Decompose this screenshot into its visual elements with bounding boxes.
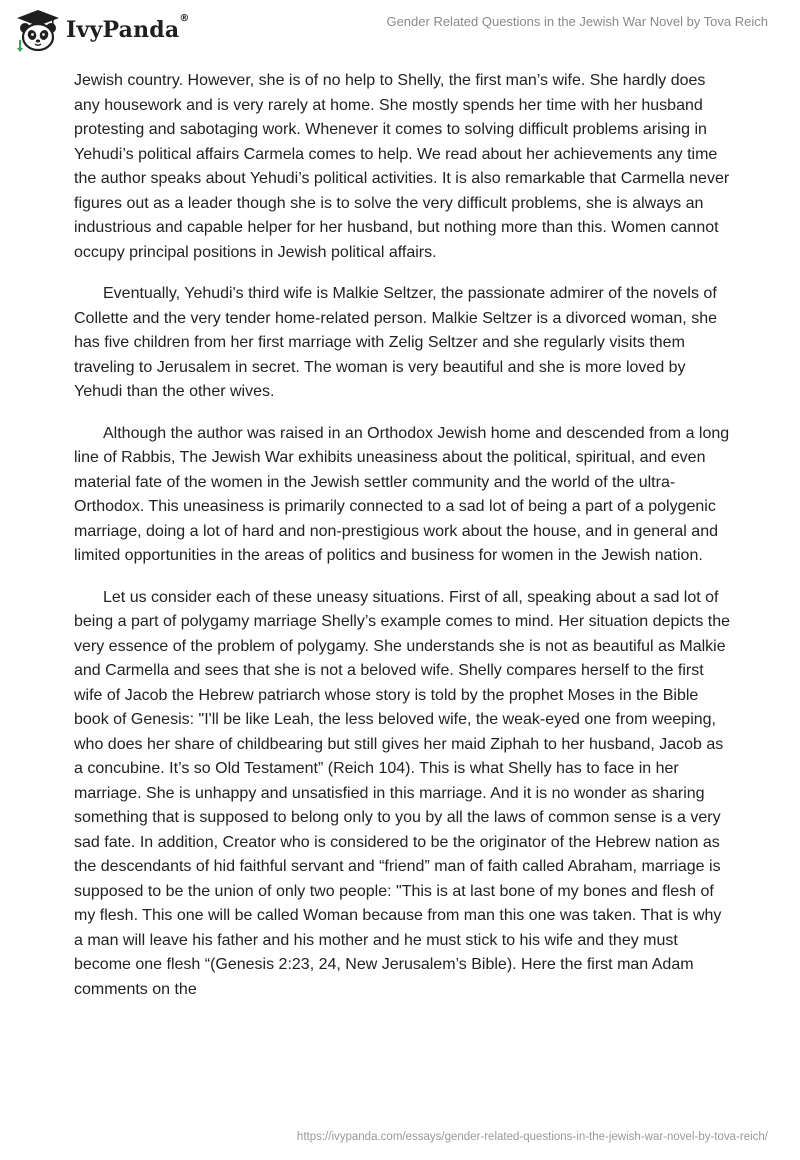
page-header bbox=[0, 0, 800, 60]
panda-graduate-icon bbox=[14, 8, 62, 52]
paragraph-3: Although the author was raised in an Orthodox Jewish home and descended from a long line of Rabbis, The Jewish War exhibits uneasiness about the political, spiritual, and even material fate of the women in the Jewish settler community and the world of the ultra-Orthodox. This uneasiness is primarily connected to a sad lot of being a part of a polygenic marriage, doing a lot of hard and non-prestigious work about the house, and in general and limited opportunities in the areas of politics and business for women in the Jewish nation. bbox=[74, 424, 730, 564]
paragraph-1: Jewish country. However, she is of no help to Shelly, the first man’s wife. She hardly does any housework and is very rarely at home. She mostly spends her time with her husband protesting and sabotaging work. Whenever it comes to solving difficult problems arising in Yehudi’s political affairs Carmela comes to help. We read about her achievements any time the author speaks about Yehudi’s political activities. It is also remarkable that Carmella never figures out as a leader though she is to solve the very difficult problems, she is always an industrious and capable helper for her husband, but nothing more than this. Women cannot occupy principal positions in Jewish political affairs. bbox=[74, 72, 730, 261]
brand-name: IvyPanda® bbox=[66, 13, 190, 43]
paragraph-2: Eventually, Yehudi's third wife is Malkie Seltzer, the passionate admirer of the novels of Collette and the very tender home-related person. Malkie Seltzer is a divorced woman, she has five children from her first marriage with Zelig Seltzer and she regularly visits them traveling to Jerusalem in secret. The woman is very beautiful and she is more loved by Yehudi than the other wives. bbox=[74, 285, 717, 400]
registered-mark: ® bbox=[179, 13, 190, 24]
document-title: Gender Related Questions in the Jewish War Novel by Tova Reich bbox=[386, 14, 768, 29]
brand-logo[interactable] bbox=[14, 8, 190, 52]
paragraph-4: Let us consider each of these uneasy situations. First of all, speaking about a sad lot of being a part of polygamy marriage Shelly’s example comes to mind. Her situation depicts the very essence of the problem of polygamy. She understands she is not as beautiful as Malkie and Carmella and sees that she is not a beloved wife. Shelly compares herself to the first wife of Jacob the Hebrew patriarch whose story is told by the prophet Moses in the Bible book of Genesis: "I'll be like Leah, the less beloved wife, the weak-eyed one from weeping, who does her share of childbearing but still gives her maid Ziphah to her husband, Jacob as a concubine. It’s so Old Testament” (Reich 104). This is what Shelly has to face in her marriage. She is unhappy and unsatisfied in this marriage. And it is no wonder as sharing something that is supposed to belong only to you by all the laws of common sense is a very sad fate. In addition, Creator who is considered to be the originator of the Hebrew nation as the descendants of hid faithful servant and “friend” man of faith called Abraham, marriage is supposed to be the union of only two people: "This is at last bone of my bones and flesh of my flesh. This one will be called Woman because from man this one was taken. That is why a man will leave his father and his mother and he must stick to his wife and they must become one flesh “(Genesis 2:23, 24, New Jerusalem’s Bible). Here the first man Adam comments on the bbox=[74, 588, 731, 998]
essay-body bbox=[74, 69, 734, 1002]
source-url[interactable]: https://ivypanda.com/essays/gender-related-questions-in-the-jewish-war-novel-by-tova-reich/ bbox=[296, 1131, 768, 1143]
